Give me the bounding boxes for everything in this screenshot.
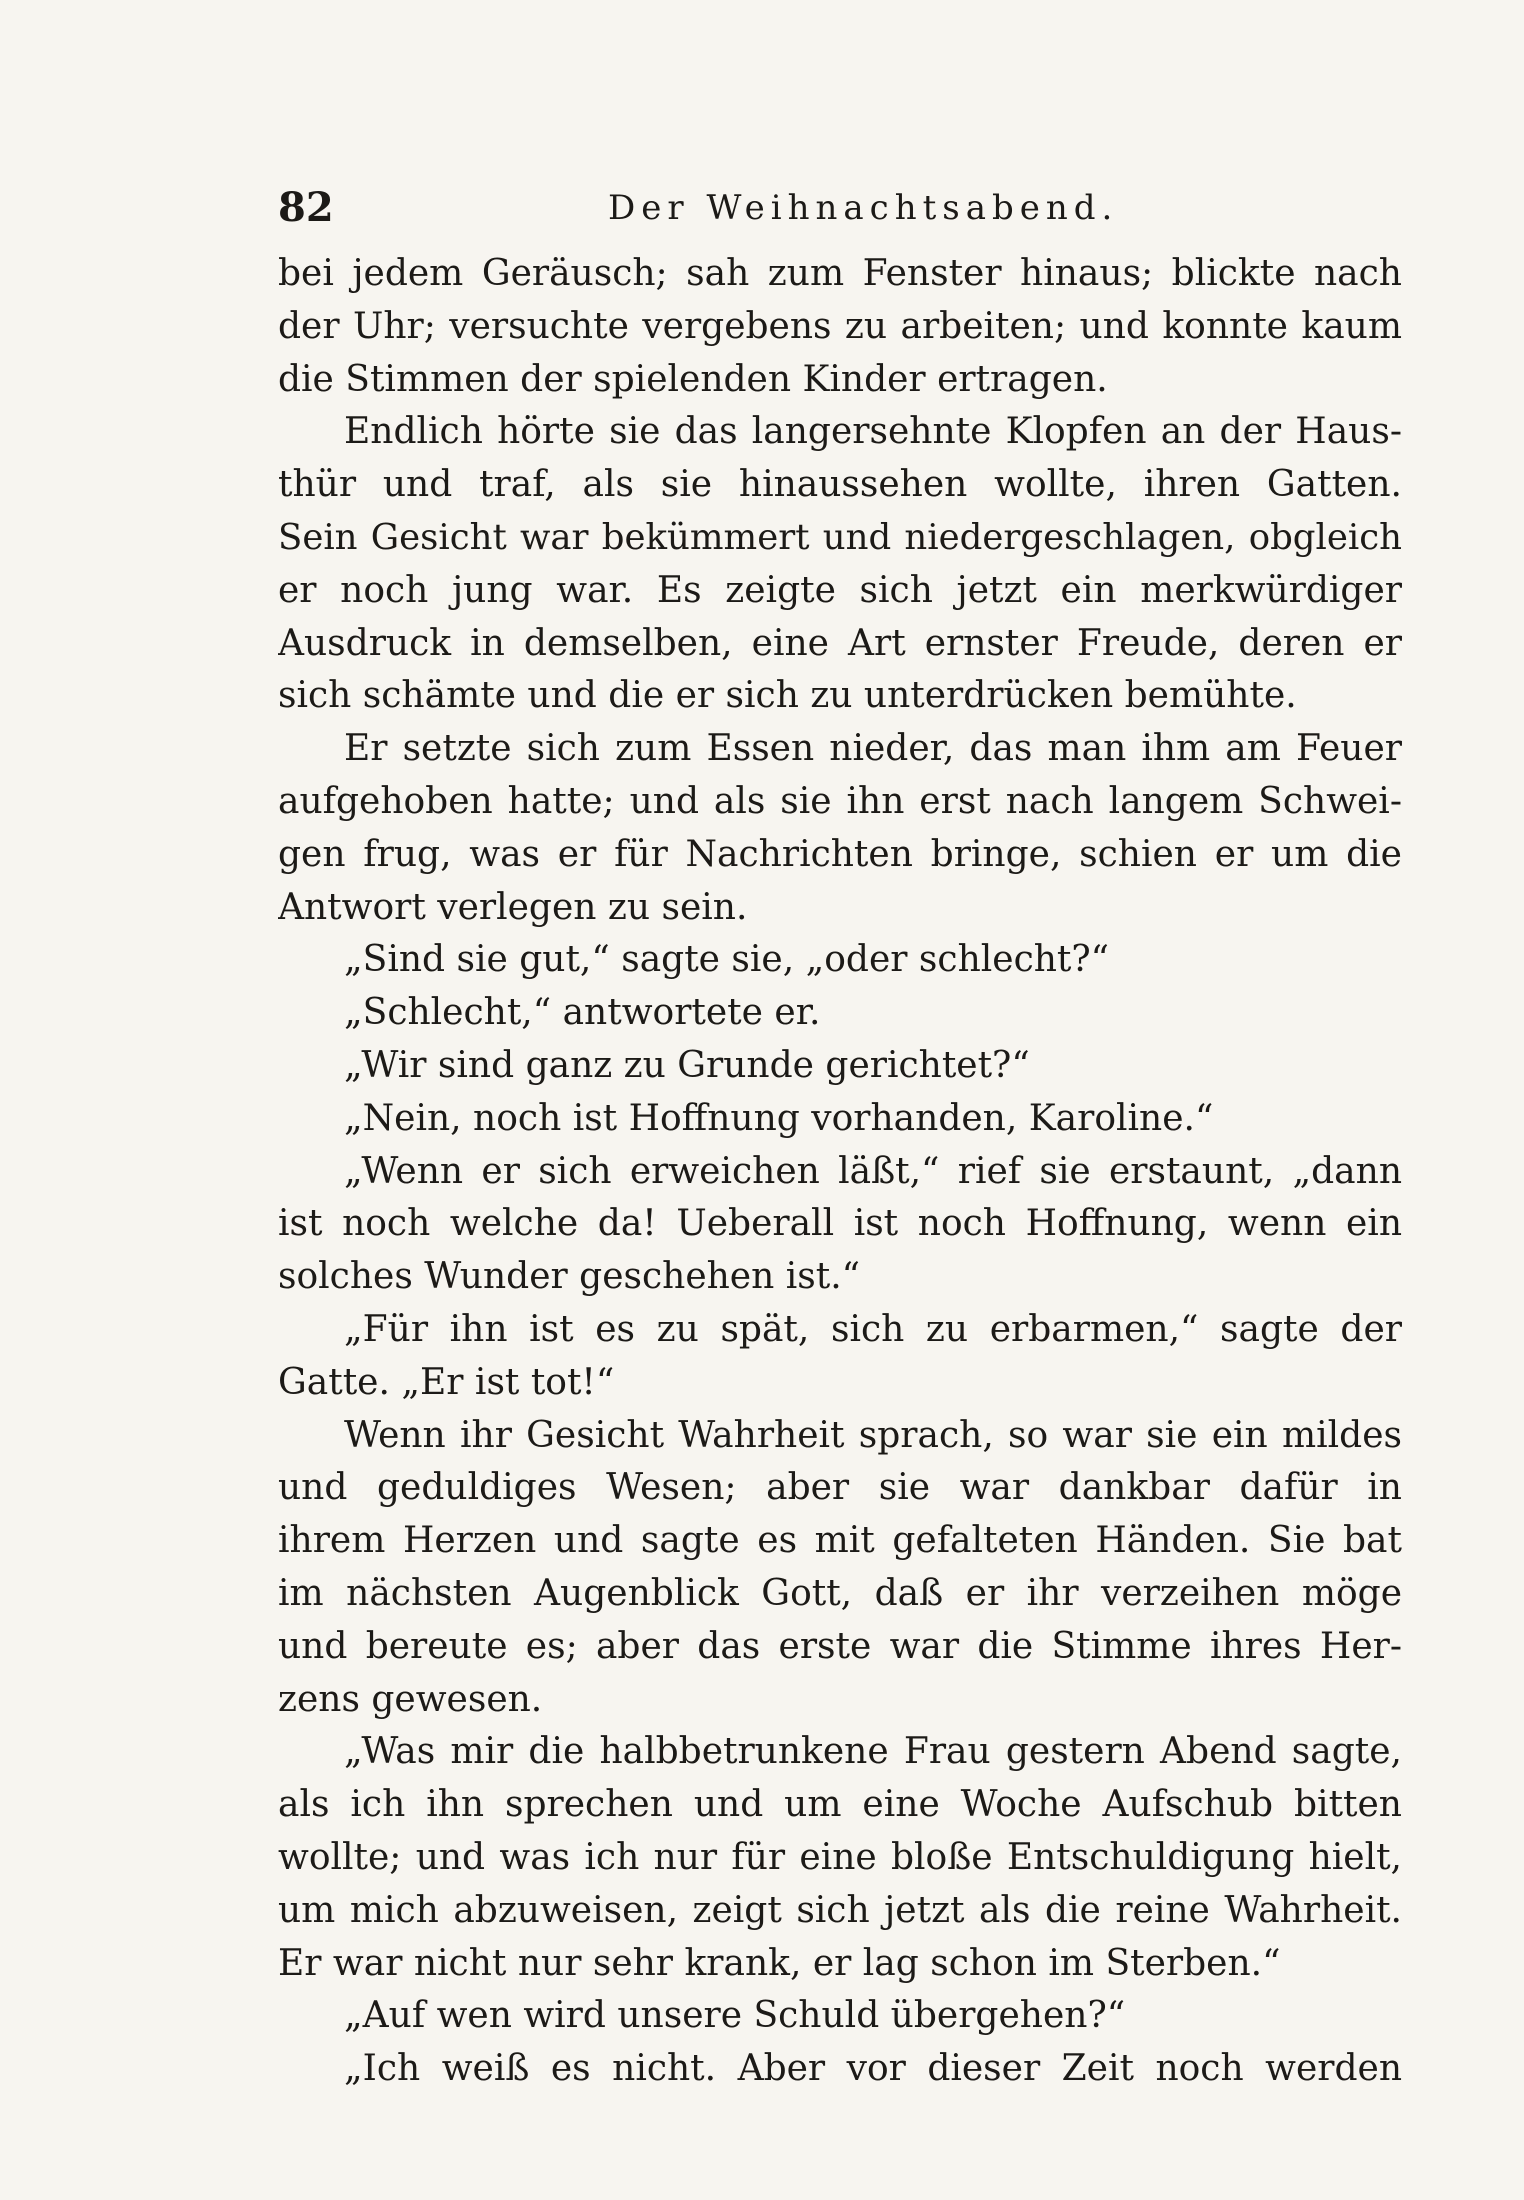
text-line: Ausdruck in demselben, eine Art ernster Freude, deren er (278, 622, 1402, 664)
text-line: „Nein, noch ist Hoffnung vorhanden, Karoline.“ (344, 1097, 1214, 1139)
text-line: „Auf wen wird unsere Schuld übergehen?“ (344, 1995, 1126, 2037)
text-line: Gatte. „Er ist tot!“ (278, 1361, 615, 1403)
page-number: 82 (278, 184, 334, 231)
text-line: „Wir sind ganz zu Grunde gerichtet?“ (344, 1044, 1030, 1086)
text-line: gen frug, was er für Nachrichten bringe, schien er um die (278, 833, 1402, 875)
text-line: wollte; und was ich nur für eine bloße Entschuldigung hielt, (278, 1836, 1402, 1878)
running-title: Der Weihnachtsabend. (608, 188, 1119, 228)
text-line: als ich ihn sprechen und um eine Woche Aufschub bitten (278, 1784, 1402, 1826)
text-line: „Wenn er sich erweichen läßt,“ rief sie erstaunt, „dann (344, 1150, 1402, 1192)
text-line: ist noch welche da! Ueberall ist noch Hoffnung, wenn ein (278, 1203, 1402, 1245)
text-line: ihrem Herzen und sagte es mit gefalteten Händen. Sie bat (278, 1520, 1402, 1562)
text-line: solches Wunder geschehen ist.“ (278, 1256, 861, 1298)
text-line: Endlich hörte sie das langersehnte Klopfen an der Haus- (344, 411, 1402, 453)
text-line: und geduldiges Wesen; aber sie war dankbar dafür in (278, 1467, 1402, 1509)
text-line: „Für ihn ist es zu spät, sich zu erbarmen,“ sagte der (344, 1308, 1402, 1350)
text-line: Wenn ihr Gesicht Wahrheit sprach, so war sie ein mildes (344, 1414, 1402, 1456)
text-line: „Sind sie gut,“ sagte sie, „oder schlecht?“ (344, 939, 1110, 981)
text-line: Antwort verlegen zu sein. (278, 886, 748, 928)
text-line: im nächsten Augenblick Gott, daß er ihr verzeihen möge (278, 1572, 1402, 1614)
text-line: zens gewesen. (278, 1678, 543, 1720)
text-line: Er war nicht nur sehr krank, er lag schon im Sterben.“ (278, 1942, 1281, 1984)
text-line: sich schämte und die er sich zu unterdrücken bemühte. (278, 675, 1297, 717)
text-line: Er setzte sich zum Essen nieder, das man ihm am Feuer (344, 728, 1402, 770)
text-line: er noch jung war. Es zeigte sich jetzt ein merkwürdiger (278, 569, 1402, 611)
text-line: bei jedem Geräusch; sah zum Fenster hinaus; blickte nach (278, 253, 1402, 294)
text-line: Sein Gesicht war bekümmert und niedergeschlagen, obgleich (278, 516, 1402, 558)
text-line: und bereute es; aber das erste war die Stimme ihres Her- (278, 1625, 1402, 1667)
text-line: thür und traf, als sie hinaussehen wollte, ihren Gatten. (278, 464, 1402, 506)
body-text (278, 248, 1402, 2096)
text-line: um mich abzuweisen, zeigt sich jetzt als die reine Wahrheit. (278, 1889, 1402, 1931)
text-line: die Stimmen der spielenden Kinder ertragen. (278, 358, 1108, 400)
text-line: „Schlecht,“ antwortete er. (344, 992, 821, 1034)
text-line: der Uhr; versuchte vergebens zu arbeiten; und konnte kaum (278, 305, 1402, 347)
page-header (278, 178, 1402, 238)
text-line: aufgehoben hatte; und als sie ihn erst nach langem Schwei- (278, 780, 1402, 822)
text-line: „Ich weiß es nicht. Aber vor dieser Zeit noch werden (344, 2048, 1402, 2090)
text-line: „Was mir die halbbetrunkene Frau gestern Abend sagte, (344, 1731, 1402, 1773)
